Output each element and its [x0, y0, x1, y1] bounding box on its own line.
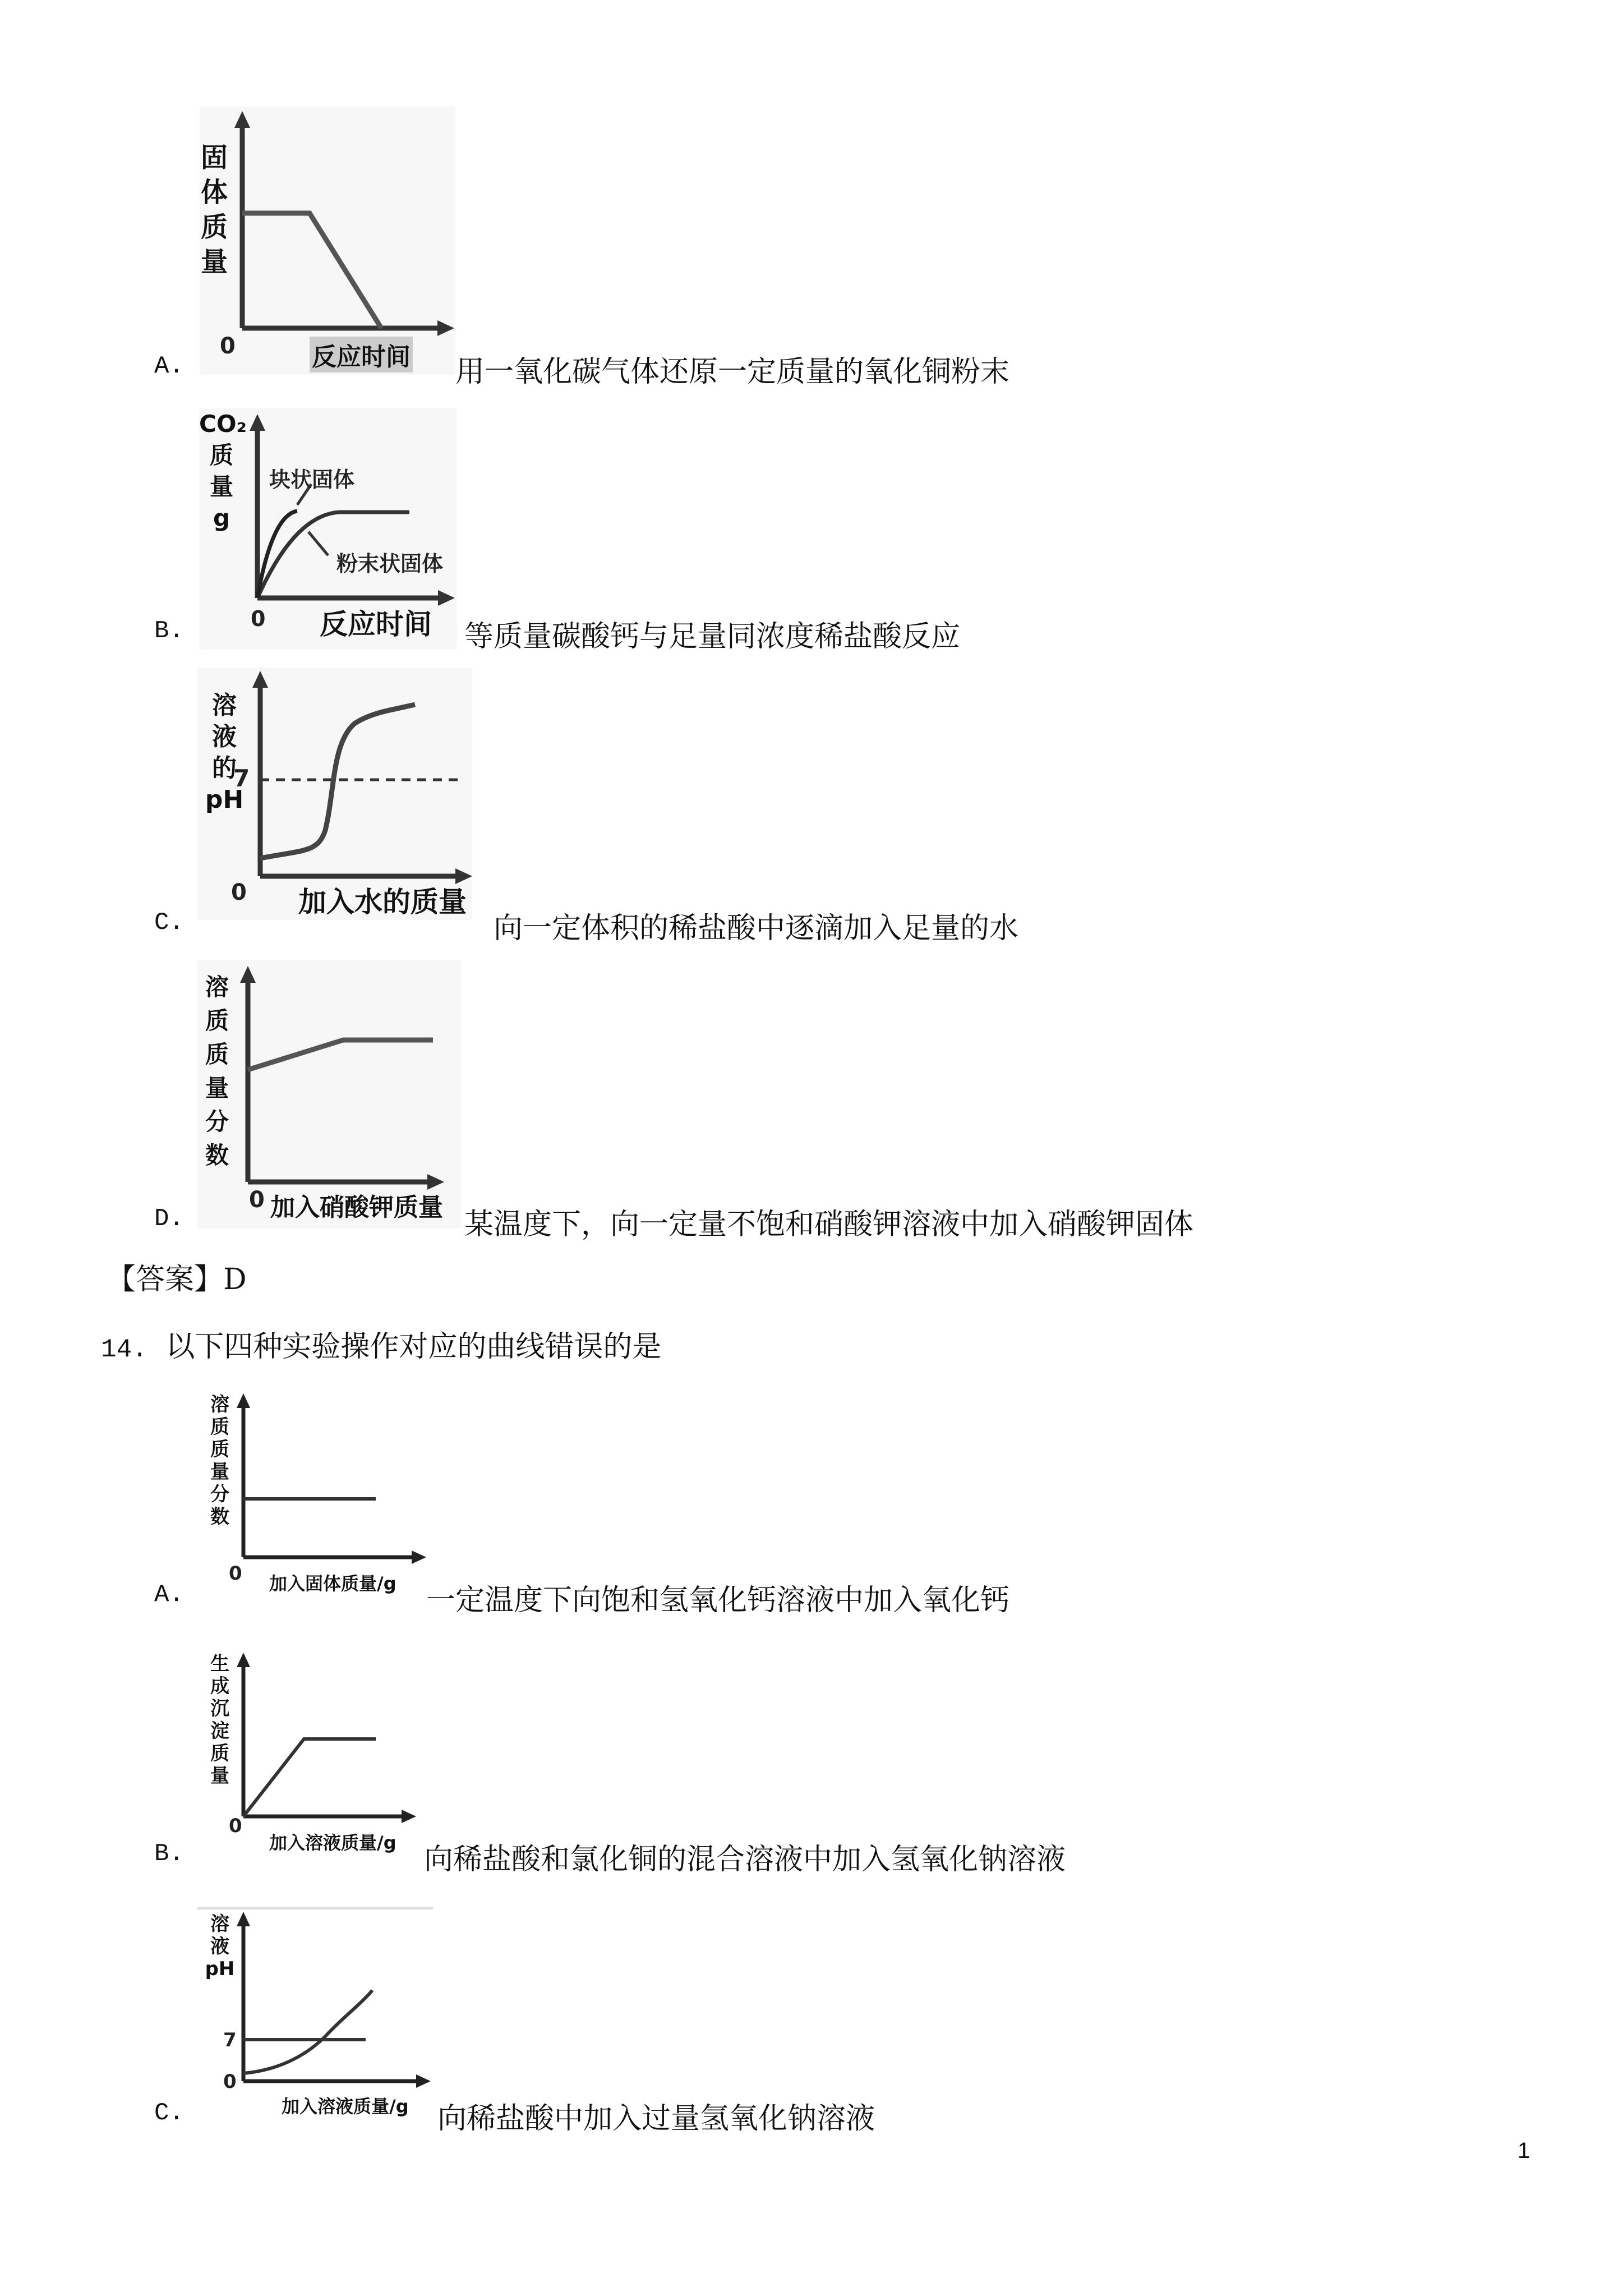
- option-letter: D.: [154, 1205, 184, 1233]
- y-axis-label: CO₂ 质 量 g: [199, 410, 247, 532]
- ref-tick-label: 7: [233, 765, 250, 792]
- y-axis-label: 溶 液 pH: [205, 1913, 235, 1980]
- option-text: 向稀盐酸和氯化铜的混合溶液中加入氢氧化钠溶液: [424, 1843, 1066, 1876]
- figure-q13a-solid-mass-graph: [197, 107, 461, 376]
- x-axis-label: 加入硝酸钾质量: [270, 1193, 443, 1222]
- option-letter: B.: [154, 617, 184, 645]
- x-axis-label: 反应时间: [320, 608, 432, 641]
- x-axis-label: 反应时间: [310, 337, 413, 372]
- origin-label: 0: [220, 333, 236, 359]
- origin-label: 0: [249, 1187, 265, 1213]
- x-axis-label: 加入溶液质量/g: [282, 2096, 409, 2117]
- question-stem: 以下四种实验操作对应的曲线错误的是: [165, 1330, 662, 1364]
- option-text: 某温度下，向一定量不饱和硝酸钾溶液中加入硝酸钾固体: [464, 1208, 1194, 1241]
- question-14-stem: [101, 1323, 661, 1365]
- figure-q13d-solute-fraction-graph: [197, 960, 467, 1230]
- option-letter: A.: [154, 352, 184, 380]
- origin-label: 0: [251, 606, 266, 631]
- question-number: 14.: [101, 1335, 147, 1364]
- figure-q14a-solute-fraction-graph: [197, 1389, 433, 1602]
- figure-q13b-co2-mass-graph: [199, 408, 463, 650]
- option-letter: B.: [154, 1840, 184, 1868]
- figure-q13c-ph-graph: [197, 668, 478, 926]
- option-letter: C.: [154, 2099, 184, 2127]
- option-letter: C.: [154, 909, 184, 937]
- curve-label-powder: 粉末状固体: [336, 551, 444, 576]
- figure-q14c-ph-graph: [197, 1907, 444, 2120]
- origin-label: 0: [229, 1815, 242, 1837]
- option-text: 向一定体积的稀盐酸中逐滴加入足量的水: [494, 912, 1019, 945]
- option-letter: A.: [154, 1581, 184, 1609]
- option-text: 向稀盐酸中加入过量氢氧化钠溶液: [437, 2102, 875, 2136]
- option-text: 等质量碳酸钙与足量同浓度稀盐酸反应: [464, 620, 961, 654]
- y-axis-label: 溶 质 质 量 分 数: [205, 973, 229, 1169]
- curve-label-lump: 块状固体: [269, 467, 355, 492]
- y-axis-label: 生 成 沉 淀 质 量: [210, 1653, 229, 1787]
- y-axis-label: 溶 液 的 pH: [205, 691, 244, 814]
- origin-label: 0: [229, 1562, 242, 1585]
- y-axis-label: 固 体 质 量: [200, 142, 228, 278]
- answer-text: 【答案】D: [107, 1263, 247, 1296]
- origin-label: 0: [231, 880, 247, 905]
- option-text: 用一氧化碳气体还原一定质量的氧化铜粉末: [455, 355, 1010, 389]
- x-axis-label: 加入水的质量: [298, 886, 467, 918]
- option-text: 一定温度下向饱和氢氧化钙溶液中加入氧化钙: [426, 1584, 1010, 1617]
- origin-label: 0: [223, 2070, 237, 2093]
- x-axis-label: 加入溶液质量/g: [269, 1832, 396, 1853]
- x-axis-label: 加入固体质量/g: [269, 1573, 396, 1594]
- ref-tick-label: 7: [223, 2029, 237, 2051]
- y-axis-label: 溶 质 质 量 分 数: [210, 1393, 229, 1528]
- figure-q14b-precipitate-mass-graph: [197, 1648, 433, 1861]
- page-number: 1: [1518, 2138, 1530, 2163]
